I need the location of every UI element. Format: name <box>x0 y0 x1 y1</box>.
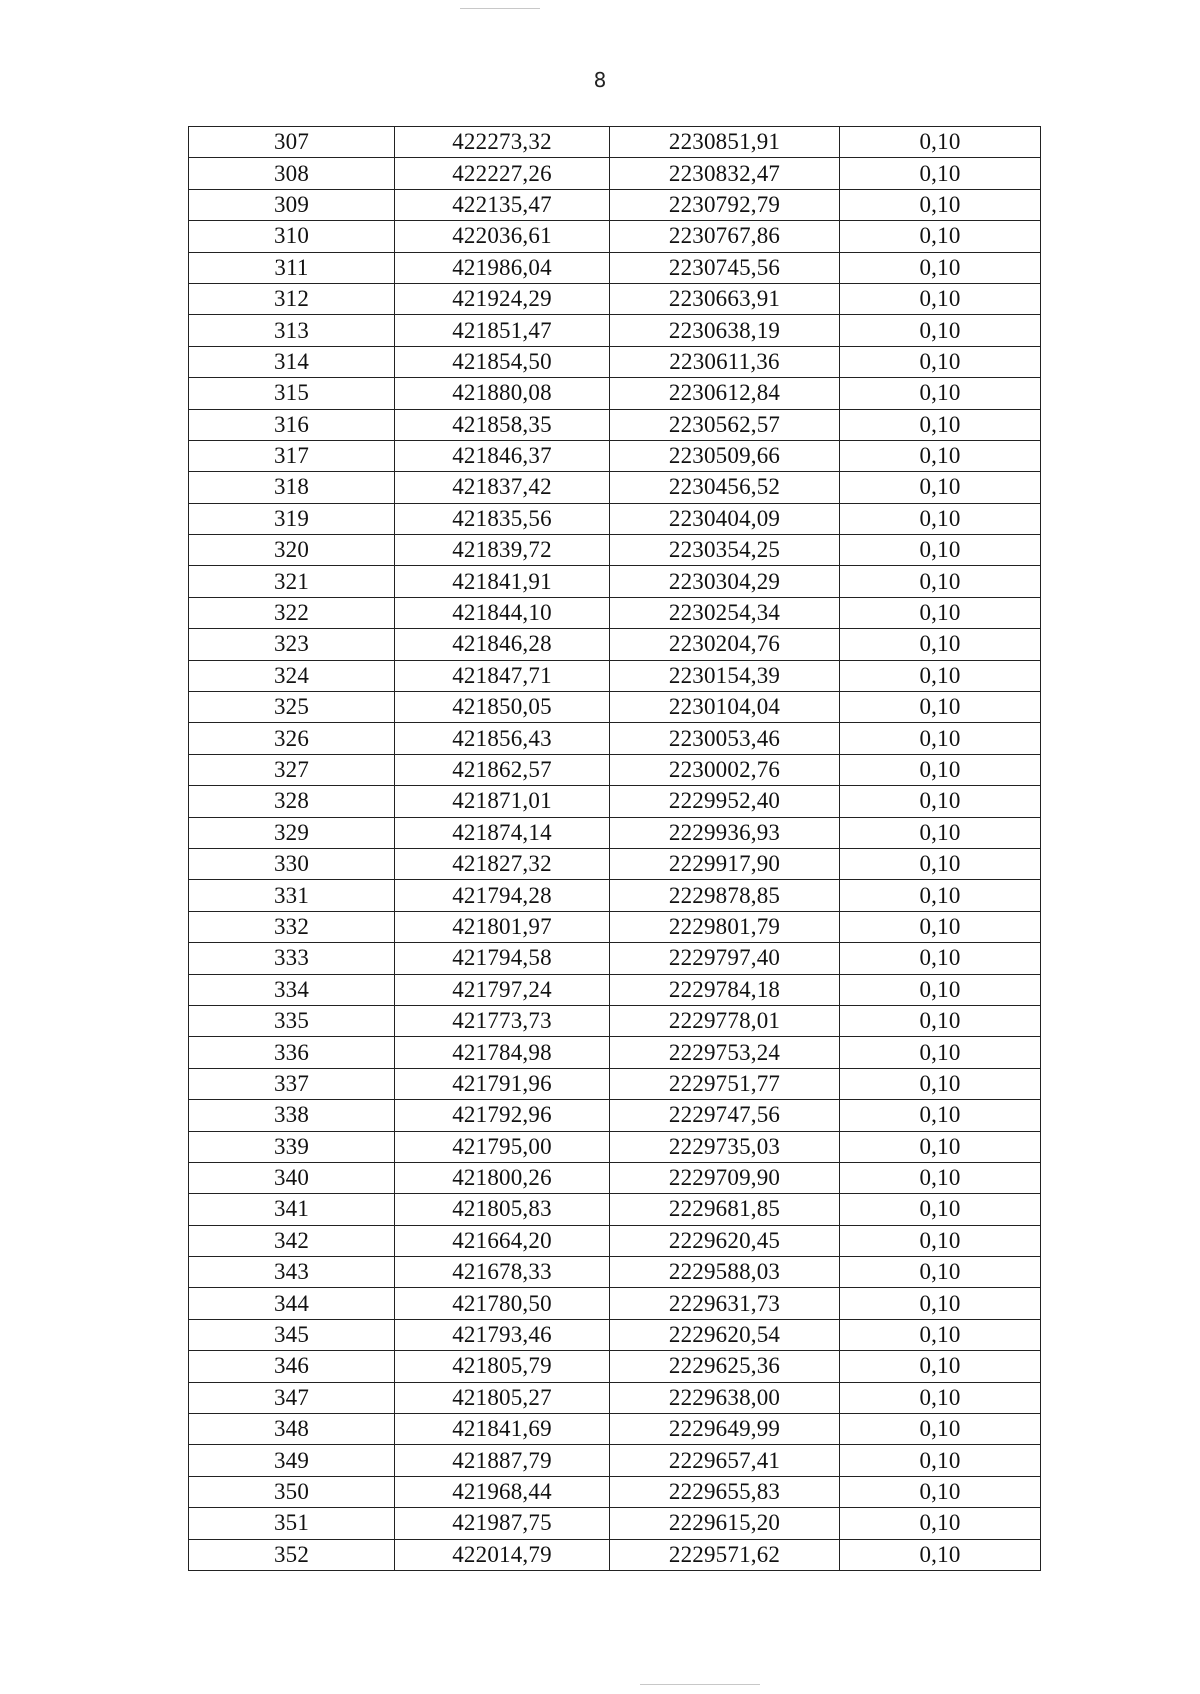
y-coordinate-cell: 2229784,18 <box>610 974 840 1005</box>
page-number: 8 <box>593 68 607 92</box>
point-number-cell: 316 <box>189 409 395 440</box>
y-coordinate-cell: 2229735,03 <box>610 1131 840 1162</box>
point-number-cell: 352 <box>189 1539 395 1570</box>
accuracy-cell: 0,10 <box>840 597 1041 628</box>
y-coordinate-cell: 2230254,34 <box>610 597 840 628</box>
x-coordinate-cell: 421784,98 <box>395 1037 610 1068</box>
table-row <box>189 597 1041 628</box>
y-coordinate-cell: 2229625,36 <box>610 1351 840 1382</box>
accuracy-cell: 0,10 <box>840 754 1041 785</box>
y-coordinate-cell: 2230832,47 <box>610 158 840 189</box>
x-coordinate-cell: 421850,05 <box>395 692 610 723</box>
table-row <box>189 1037 1041 1068</box>
coordinates-table <box>188 126 1041 1571</box>
y-coordinate-cell: 2230509,66 <box>610 440 840 471</box>
accuracy-cell: 0,10 <box>840 1100 1041 1131</box>
point-number-cell: 344 <box>189 1288 395 1319</box>
x-coordinate-cell: 422227,26 <box>395 158 610 189</box>
x-coordinate-cell: 421839,72 <box>395 535 610 566</box>
point-number-cell: 338 <box>189 1100 395 1131</box>
accuracy-cell: 0,10 <box>840 817 1041 848</box>
y-coordinate-cell: 2229778,01 <box>610 1005 840 1036</box>
x-coordinate-cell: 422036,61 <box>395 221 610 252</box>
accuracy-cell: 0,10 <box>840 158 1041 189</box>
y-coordinate-cell: 2229801,79 <box>610 911 840 942</box>
point-number-cell: 321 <box>189 566 395 597</box>
y-coordinate-cell: 2229797,40 <box>610 943 840 974</box>
y-coordinate-cell: 2230663,91 <box>610 283 840 314</box>
y-coordinate-cell: 2229751,77 <box>610 1068 840 1099</box>
x-coordinate-cell: 421986,04 <box>395 252 610 283</box>
x-coordinate-cell: 421880,08 <box>395 378 610 409</box>
x-coordinate-cell: 421874,14 <box>395 817 610 848</box>
x-coordinate-cell: 421846,37 <box>395 440 610 471</box>
point-number-cell: 326 <box>189 723 395 754</box>
y-coordinate-cell: 2229655,83 <box>610 1476 840 1507</box>
accuracy-cell: 0,10 <box>840 1414 1041 1445</box>
y-coordinate-cell: 2229588,03 <box>610 1257 840 1288</box>
table-row <box>189 1194 1041 1225</box>
x-coordinate-cell: 421924,29 <box>395 283 610 314</box>
y-coordinate-cell: 2230792,79 <box>610 189 840 220</box>
accuracy-cell: 0,10 <box>840 1068 1041 1099</box>
x-coordinate-cell: 421847,71 <box>395 660 610 691</box>
point-number-cell: 331 <box>189 880 395 911</box>
accuracy-cell: 0,10 <box>840 786 1041 817</box>
x-coordinate-cell: 421805,27 <box>395 1382 610 1413</box>
point-number-cell: 345 <box>189 1319 395 1350</box>
point-number-cell: 336 <box>189 1037 395 1068</box>
y-coordinate-cell: 2229753,24 <box>610 1037 840 1068</box>
point-number-cell: 308 <box>189 158 395 189</box>
accuracy-cell: 0,10 <box>840 1351 1041 1382</box>
y-coordinate-cell: 2229631,73 <box>610 1288 840 1319</box>
x-coordinate-cell: 421856,43 <box>395 723 610 754</box>
accuracy-cell: 0,10 <box>840 911 1041 942</box>
x-coordinate-cell: 421794,58 <box>395 943 610 974</box>
point-number-cell: 340 <box>189 1162 395 1193</box>
accuracy-cell: 0,10 <box>840 692 1041 723</box>
x-coordinate-cell: 421792,96 <box>395 1100 610 1131</box>
table-row <box>189 283 1041 314</box>
x-coordinate-cell: 421805,79 <box>395 1351 610 1382</box>
y-coordinate-cell: 2230638,19 <box>610 315 840 346</box>
point-number-cell: 350 <box>189 1476 395 1507</box>
table-row <box>189 1508 1041 1539</box>
point-number-cell: 327 <box>189 754 395 785</box>
x-coordinate-cell: 421841,91 <box>395 566 610 597</box>
x-coordinate-cell: 421801,97 <box>395 911 610 942</box>
y-coordinate-cell: 2229620,54 <box>610 1319 840 1350</box>
x-coordinate-cell: 421968,44 <box>395 1476 610 1507</box>
table-row <box>189 943 1041 974</box>
x-coordinate-cell: 421797,24 <box>395 974 610 1005</box>
table-row <box>189 1445 1041 1476</box>
y-coordinate-cell: 2230304,29 <box>610 566 840 597</box>
accuracy-cell: 0,10 <box>840 1508 1041 1539</box>
y-coordinate-cell: 2229681,85 <box>610 1194 840 1225</box>
accuracy-cell: 0,10 <box>840 848 1041 879</box>
table-row <box>189 1100 1041 1131</box>
point-number-cell: 310 <box>189 221 395 252</box>
accuracy-cell: 0,10 <box>840 1194 1041 1225</box>
y-coordinate-cell: 2230404,09 <box>610 503 840 534</box>
x-coordinate-cell: 421846,28 <box>395 629 610 660</box>
table-row <box>189 754 1041 785</box>
x-coordinate-cell: 422135,47 <box>395 189 610 220</box>
point-number-cell: 325 <box>189 692 395 723</box>
accuracy-cell: 0,10 <box>840 127 1041 158</box>
point-number-cell: 346 <box>189 1351 395 1382</box>
x-coordinate-cell: 421805,83 <box>395 1194 610 1225</box>
point-number-cell: 322 <box>189 597 395 628</box>
y-coordinate-cell: 2230154,39 <box>610 660 840 691</box>
x-coordinate-cell: 421827,32 <box>395 848 610 879</box>
point-number-cell: 347 <box>189 1382 395 1413</box>
x-coordinate-cell: 421858,35 <box>395 409 610 440</box>
table-row <box>189 472 1041 503</box>
point-number-cell: 339 <box>189 1131 395 1162</box>
y-coordinate-cell: 2229917,90 <box>610 848 840 879</box>
table-row <box>189 692 1041 723</box>
point-number-cell: 314 <box>189 346 395 377</box>
table-row <box>189 723 1041 754</box>
point-number-cell: 319 <box>189 503 395 534</box>
y-coordinate-cell: 2230745,56 <box>610 252 840 283</box>
point-number-cell: 328 <box>189 786 395 817</box>
point-number-cell: 349 <box>189 1445 395 1476</box>
accuracy-cell: 0,10 <box>840 346 1041 377</box>
y-coordinate-cell: 2229571,62 <box>610 1539 840 1570</box>
y-coordinate-cell: 2229615,20 <box>610 1508 840 1539</box>
y-coordinate-cell: 2230612,84 <box>610 378 840 409</box>
accuracy-cell: 0,10 <box>840 1131 1041 1162</box>
accuracy-cell: 0,10 <box>840 1225 1041 1256</box>
point-number-cell: 332 <box>189 911 395 942</box>
point-number-cell: 329 <box>189 817 395 848</box>
table-row <box>189 911 1041 942</box>
accuracy-cell: 0,10 <box>840 1005 1041 1036</box>
accuracy-cell: 0,10 <box>840 1382 1041 1413</box>
point-number-cell: 323 <box>189 629 395 660</box>
accuracy-cell: 0,10 <box>840 472 1041 503</box>
point-number-cell: 337 <box>189 1068 395 1099</box>
y-coordinate-cell: 2229952,40 <box>610 786 840 817</box>
accuracy-cell: 0,10 <box>840 1476 1041 1507</box>
table-row <box>189 786 1041 817</box>
table-row <box>189 817 1041 848</box>
table-row <box>189 440 1041 471</box>
x-coordinate-cell: 421780,50 <box>395 1288 610 1319</box>
x-coordinate-cell: 421791,96 <box>395 1068 610 1099</box>
point-number-cell: 317 <box>189 440 395 471</box>
table-row <box>189 127 1041 158</box>
accuracy-cell: 0,10 <box>840 535 1041 566</box>
table-row <box>189 629 1041 660</box>
point-number-cell: 313 <box>189 315 395 346</box>
x-coordinate-cell: 421987,75 <box>395 1508 610 1539</box>
table-row <box>189 1414 1041 1445</box>
table-row <box>189 1005 1041 1036</box>
y-coordinate-cell: 2230767,86 <box>610 221 840 252</box>
accuracy-cell: 0,10 <box>840 1037 1041 1068</box>
x-coordinate-cell: 421664,20 <box>395 1225 610 1256</box>
point-number-cell: 320 <box>189 535 395 566</box>
y-coordinate-cell: 2229709,90 <box>610 1162 840 1193</box>
accuracy-cell: 0,10 <box>840 252 1041 283</box>
accuracy-cell: 0,10 <box>840 315 1041 346</box>
table-row <box>189 346 1041 377</box>
y-coordinate-cell: 2230204,76 <box>610 629 840 660</box>
x-coordinate-cell: 421794,28 <box>395 880 610 911</box>
accuracy-cell: 0,10 <box>840 409 1041 440</box>
accuracy-cell: 0,10 <box>840 1257 1041 1288</box>
table-row <box>189 252 1041 283</box>
y-coordinate-cell: 2230611,36 <box>610 346 840 377</box>
point-number-cell: 318 <box>189 472 395 503</box>
point-number-cell: 348 <box>189 1414 395 1445</box>
table-row <box>189 660 1041 691</box>
y-coordinate-cell: 2230104,04 <box>610 692 840 723</box>
y-coordinate-cell: 2229936,93 <box>610 817 840 848</box>
table-row <box>189 1257 1041 1288</box>
x-coordinate-cell: 422014,79 <box>395 1539 610 1570</box>
x-coordinate-cell: 421800,26 <box>395 1162 610 1193</box>
table-row <box>189 1539 1041 1570</box>
table-row <box>189 1225 1041 1256</box>
table-row <box>189 880 1041 911</box>
point-number-cell: 333 <box>189 943 395 974</box>
x-coordinate-cell: 421887,79 <box>395 1445 610 1476</box>
x-coordinate-cell: 421837,42 <box>395 472 610 503</box>
table-row <box>189 1476 1041 1507</box>
scan-artifact-bottom <box>640 1684 760 1685</box>
y-coordinate-cell: 2230562,57 <box>610 409 840 440</box>
table-row <box>189 1162 1041 1193</box>
accuracy-cell: 0,10 <box>840 1445 1041 1476</box>
scan-artifact-top <box>460 8 540 9</box>
point-number-cell: 343 <box>189 1257 395 1288</box>
table-row <box>189 1319 1041 1350</box>
table-row <box>189 974 1041 1005</box>
accuracy-cell: 0,10 <box>840 974 1041 1005</box>
point-number-cell: 334 <box>189 974 395 1005</box>
x-coordinate-cell: 421835,56 <box>395 503 610 534</box>
table-row <box>189 503 1041 534</box>
x-coordinate-cell: 421795,00 <box>395 1131 610 1162</box>
point-number-cell: 312 <box>189 283 395 314</box>
accuracy-cell: 0,10 <box>840 440 1041 471</box>
accuracy-cell: 0,10 <box>840 1319 1041 1350</box>
y-coordinate-cell: 2230053,46 <box>610 723 840 754</box>
point-number-cell: 341 <box>189 1194 395 1225</box>
y-coordinate-cell: 2229649,99 <box>610 1414 840 1445</box>
point-number-cell: 311 <box>189 252 395 283</box>
accuracy-cell: 0,10 <box>840 880 1041 911</box>
y-coordinate-cell: 2230354,25 <box>610 535 840 566</box>
point-number-cell: 342 <box>189 1225 395 1256</box>
accuracy-cell: 0,10 <box>840 1288 1041 1319</box>
y-coordinate-cell: 2230456,52 <box>610 472 840 503</box>
table-row <box>189 1382 1041 1413</box>
y-coordinate-cell: 2229638,00 <box>610 1382 840 1413</box>
y-coordinate-cell: 2229878,85 <box>610 880 840 911</box>
table-row <box>189 535 1041 566</box>
table-row <box>189 315 1041 346</box>
x-coordinate-cell: 421841,69 <box>395 1414 610 1445</box>
x-coordinate-cell: 421844,10 <box>395 597 610 628</box>
x-coordinate-cell: 421851,47 <box>395 315 610 346</box>
table-row <box>189 1288 1041 1319</box>
x-coordinate-cell: 421871,01 <box>395 786 610 817</box>
table-row <box>189 189 1041 220</box>
table-row <box>189 158 1041 189</box>
table-row <box>189 1068 1041 1099</box>
table-row <box>189 566 1041 597</box>
y-coordinate-cell: 2229747,56 <box>610 1100 840 1131</box>
accuracy-cell: 0,10 <box>840 221 1041 252</box>
accuracy-cell: 0,10 <box>840 943 1041 974</box>
accuracy-cell: 0,10 <box>840 723 1041 754</box>
x-coordinate-cell: 421862,57 <box>395 754 610 785</box>
y-coordinate-cell: 2230002,76 <box>610 754 840 785</box>
accuracy-cell: 0,10 <box>840 189 1041 220</box>
table-row <box>189 848 1041 879</box>
point-number-cell: 315 <box>189 378 395 409</box>
accuracy-cell: 0,10 <box>840 283 1041 314</box>
table-row <box>189 378 1041 409</box>
accuracy-cell: 0,10 <box>840 1539 1041 1570</box>
accuracy-cell: 0,10 <box>840 566 1041 597</box>
x-coordinate-cell: 421793,46 <box>395 1319 610 1350</box>
coordinates-table-body <box>189 127 1041 1571</box>
y-coordinate-cell: 2230851,91 <box>610 127 840 158</box>
point-number-cell: 309 <box>189 189 395 220</box>
accuracy-cell: 0,10 <box>840 1162 1041 1193</box>
table-row <box>189 1351 1041 1382</box>
accuracy-cell: 0,10 <box>840 503 1041 534</box>
x-coordinate-cell: 421678,33 <box>395 1257 610 1288</box>
point-number-cell: 307 <box>189 127 395 158</box>
x-coordinate-cell: 421773,73 <box>395 1005 610 1036</box>
x-coordinate-cell: 422273,32 <box>395 127 610 158</box>
x-coordinate-cell: 421854,50 <box>395 346 610 377</box>
y-coordinate-cell: 2229657,41 <box>610 1445 840 1476</box>
accuracy-cell: 0,10 <box>840 378 1041 409</box>
point-number-cell: 324 <box>189 660 395 691</box>
accuracy-cell: 0,10 <box>840 629 1041 660</box>
table-row <box>189 221 1041 252</box>
point-number-cell: 351 <box>189 1508 395 1539</box>
table-row <box>189 1131 1041 1162</box>
point-number-cell: 335 <box>189 1005 395 1036</box>
table-row <box>189 409 1041 440</box>
y-coordinate-cell: 2229620,45 <box>610 1225 840 1256</box>
point-number-cell: 330 <box>189 848 395 879</box>
accuracy-cell: 0,10 <box>840 660 1041 691</box>
